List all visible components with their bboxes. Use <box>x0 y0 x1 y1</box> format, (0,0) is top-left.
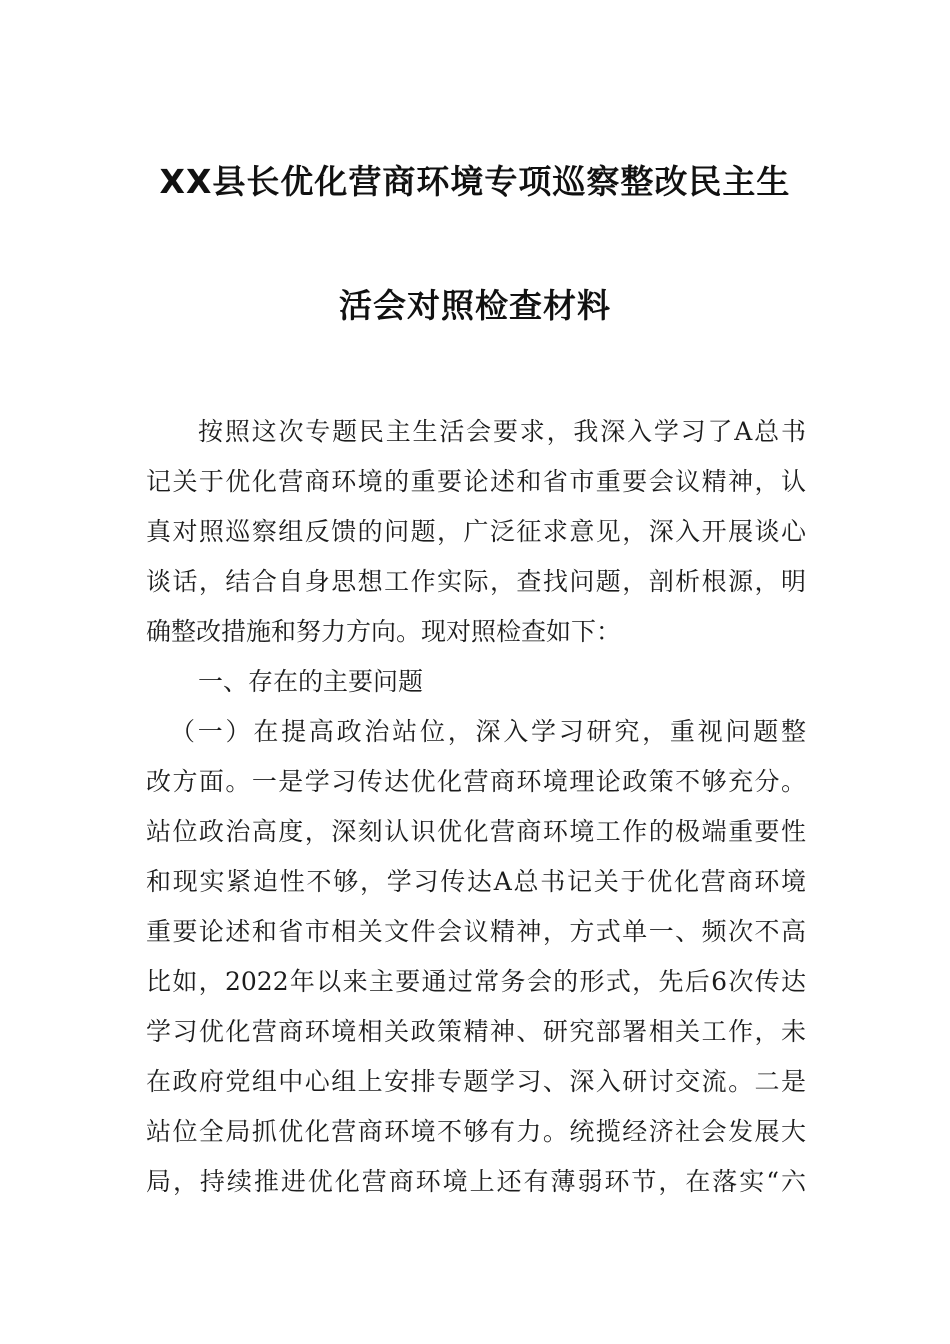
paragraph-line: 确整改措施和努力方向。现对照检查如下： <box>146 617 622 646</box>
paragraph-line: 局，持续推进优化营商环境上还有薄弱环节，在落实“六 <box>146 1167 806 1196</box>
paragraph-line: 比如，2022年以来主要通过常务会的形式，先后6次传达 <box>146 967 806 996</box>
section-heading: 一、存在的主要问题 <box>198 667 424 696</box>
paragraph-line: 重要论述和省市相关文件会议精神，方式单一、频次不高 <box>146 917 806 946</box>
paragraph-line: 按照这次专题民主生活会要求，我深入学习了A总书 <box>198 417 806 446</box>
paragraph-line: 站位全局抓优化营商环境不够有力。统揽经济社会发展大 <box>146 1117 806 1146</box>
paragraph-line: 在政府党组中心组上安排专题学习、深入研讨交流。二是 <box>146 1067 806 1096</box>
paragraph-line: 谈话，结合自身思想工作实际，查找问题，剖析根源，明 <box>146 567 806 596</box>
paragraph-line: 改方面。一是学习传达优化营商环境理论政策不够充分。 <box>146 767 806 796</box>
paragraph-line: （一）在提高政治站位，深入学习研究，重视问题整 <box>170 717 806 746</box>
paragraph-line: 真对照巡察组反馈的问题，广泛征求意见，深入开展谈心 <box>146 517 806 546</box>
paragraph-line: 和现实紧迫性不够，学习传达A总书记关于优化营商环境 <box>146 867 806 896</box>
document-title-line-1: XX县长优化营商环境专项巡察整改民主生 <box>159 162 791 201</box>
paragraph-line: 站位政治高度，深刻认识优化营商环境工作的极端重要性 <box>146 817 806 846</box>
paragraph-line: 记关于优化营商环境的重要论述和省市重要会议精神，认 <box>146 467 806 496</box>
document-title-line-2: 活会对照检查材料 <box>339 286 611 325</box>
paragraph-line: 学习优化营商环境相关政策精神、研究部署相关工作，未 <box>146 1017 806 1046</box>
